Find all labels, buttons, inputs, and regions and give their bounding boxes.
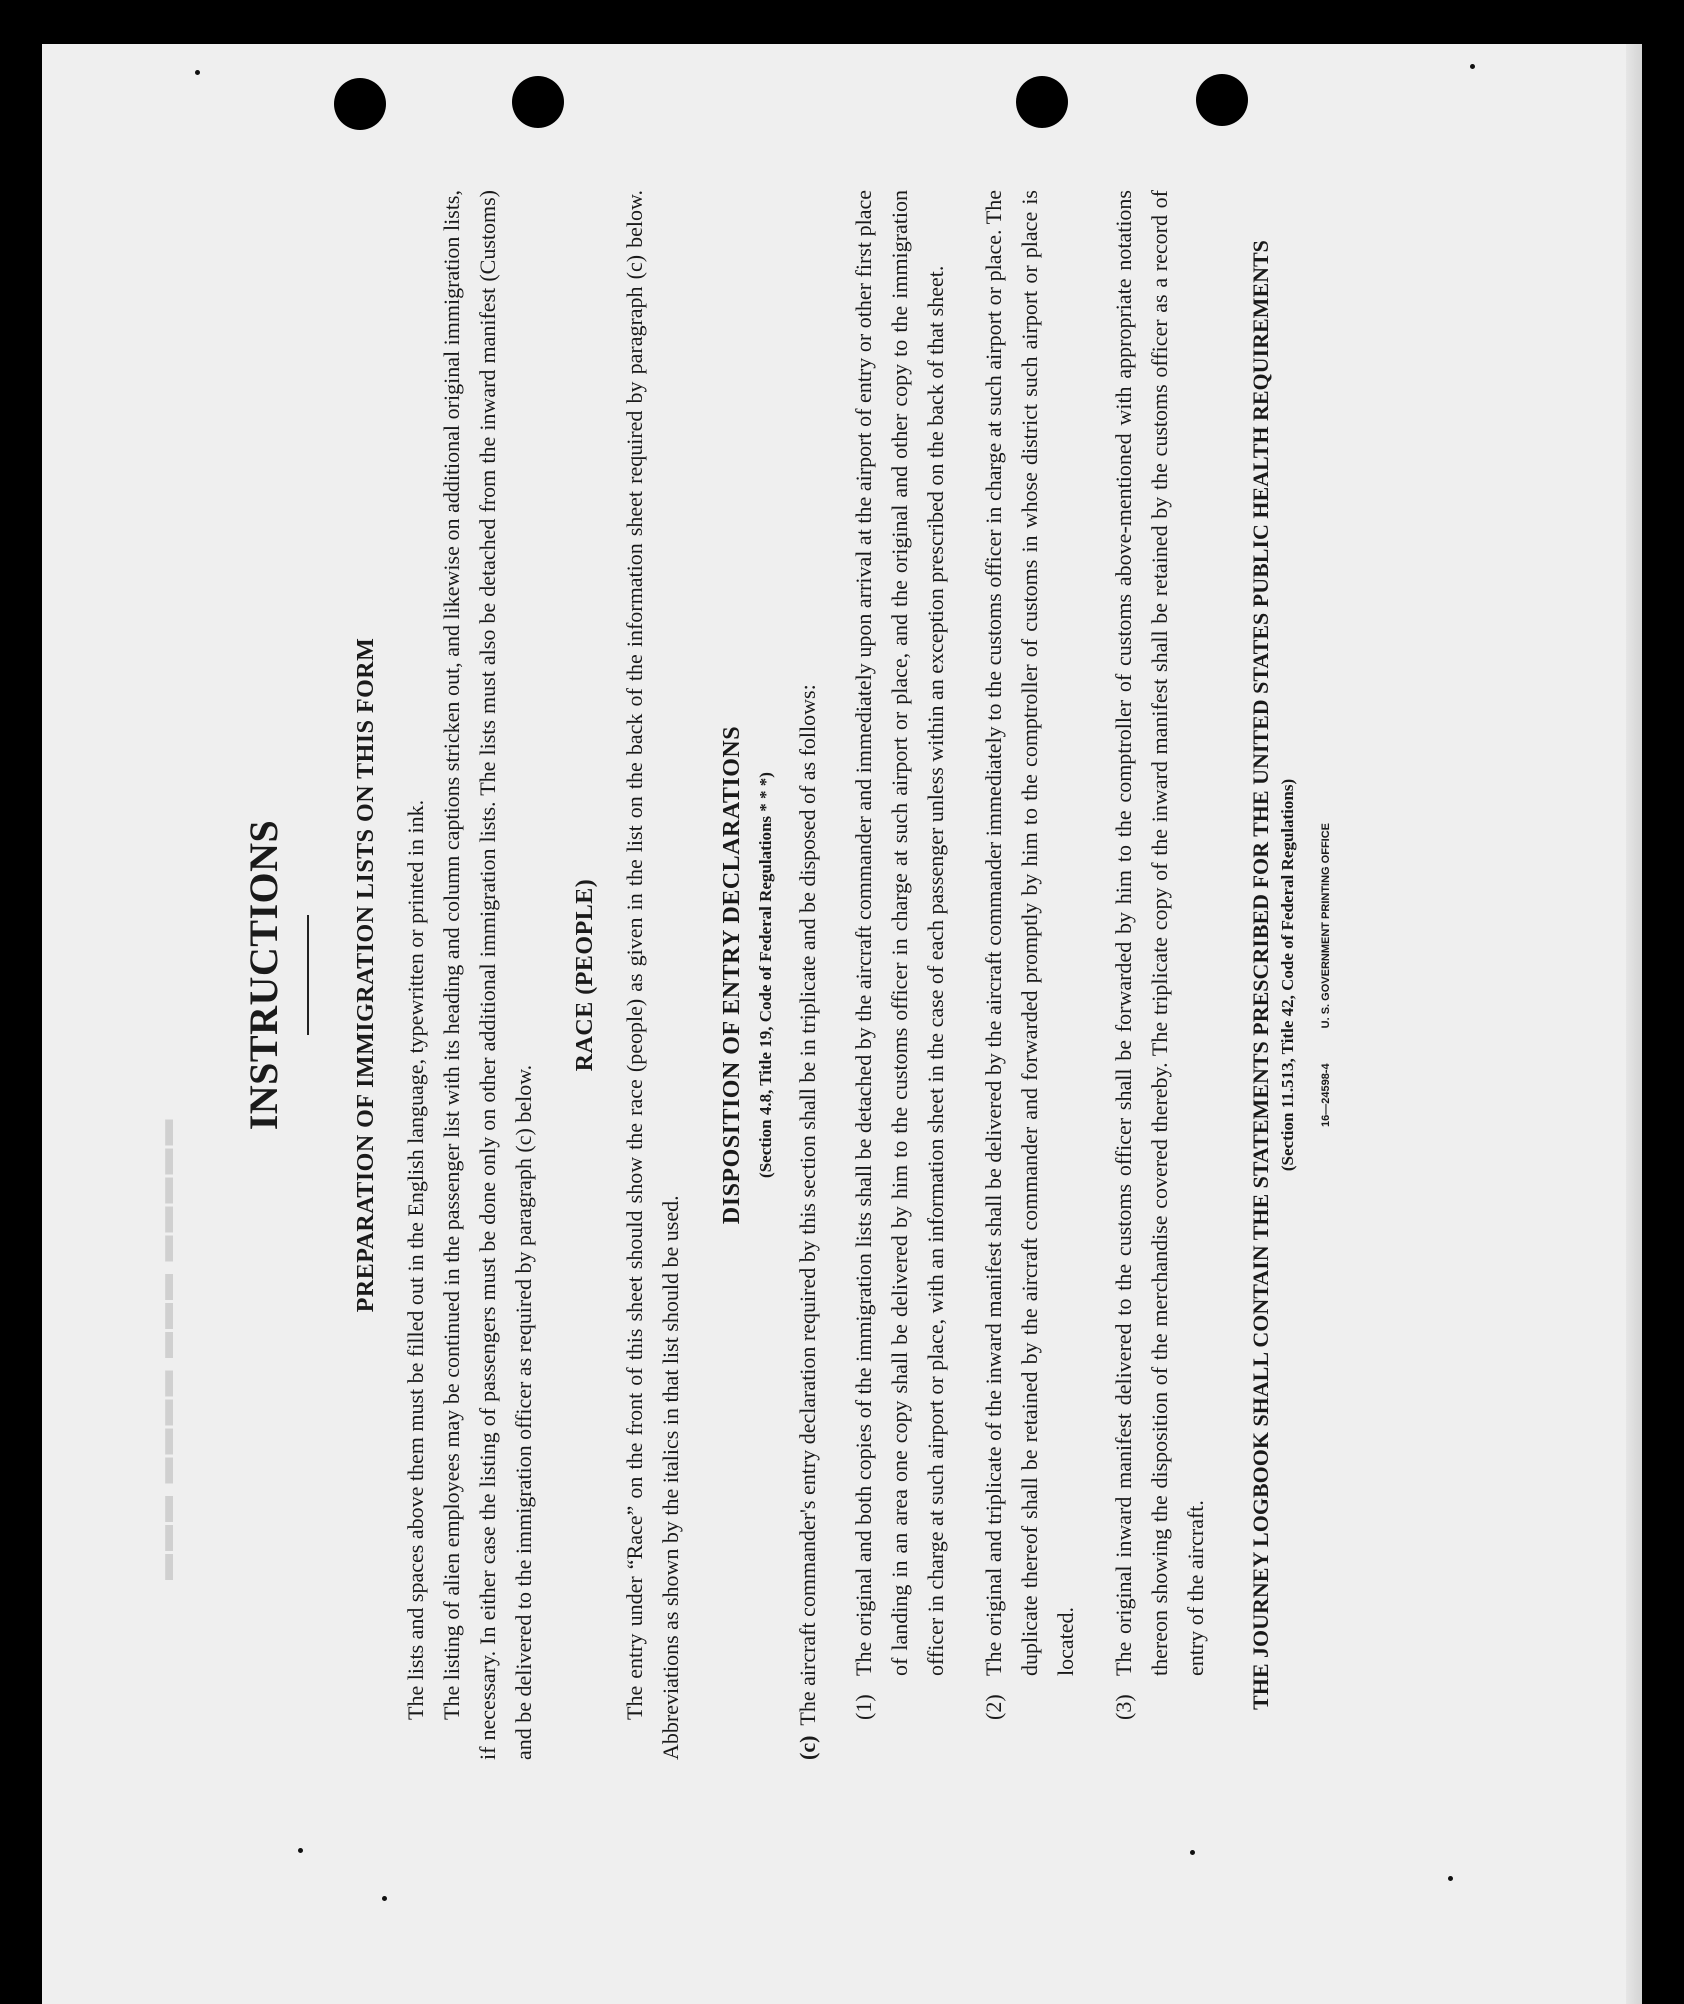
disposition-lead: [790, 190, 826, 1760]
item-number: (3): [1111, 1694, 1136, 1720]
title-rule: [307, 915, 309, 1035]
health-requirements-citation: (Section 11.513, Title 42, Code of Federal Regulations): [1278, 778, 1297, 1172]
scan-speck: [1470, 64, 1475, 69]
scan-speck: [195, 70, 200, 75]
disposition-citation: (Section 4.8, Title 19, Code of Federal Regulations * * *): [756, 772, 775, 1178]
scan-speck: [1190, 1850, 1195, 1855]
race-paragraph: The entry under “Race” on the front of this sheet should show the race (people) as given in the list on the back of the information sheet required by paragraph (c) below. Abbreviations as shown by the italics in that list should be used.: [622, 190, 683, 1760]
disposition-item: [976, 190, 1084, 1720]
health-requirements-statement: THE JOURNEY LOGBOOK SHALL CONTAIN THE STATEMENTS PRESCRIBED FOR THE UNITED STATES PUBLIC HEALTH REQUIREMENTS: [1248, 240, 1273, 1710]
scan-speck: [382, 1896, 387, 1901]
disposition-lead-text: The aircraft commander's entry declaration required by this section shall be in triplicate and be disposed of as follows:: [795, 684, 820, 1726]
preparation-heading: PREPARATION OF IMMIGRATION LISTS ON THIS FORM: [353, 637, 379, 1313]
punch-hole: [512, 76, 564, 128]
scan-speck: [1448, 1876, 1453, 1881]
item-number: (2): [981, 1694, 1006, 1720]
rotated-document-content: [240, 190, 1440, 1760]
preparation-paragraph: The lists and spaces above them must be filled out in the English language, typewritten or printed in ink.: [403, 799, 428, 1720]
disposition-item: [846, 190, 954, 1720]
punch-hole: [1196, 74, 1248, 126]
disposition-item: [1106, 190, 1214, 1720]
paragraph-marker: (c): [795, 1735, 820, 1760]
preparation-section: [353, 190, 542, 1760]
race-heading: RACE (PEOPLE): [572, 878, 598, 1072]
disposition-section: [719, 190, 1214, 1760]
item-text: The original inward manifest delivered to the customs officer shall be forwarded by him to the comptroller of customs above-mentioned with appropriate notations thereon showing the disposition of the merchandise covered thereby. The triplicate copy of the inward manifest shall be retained by the customs officer as a record of entry of the aircraft.: [1111, 190, 1208, 1676]
punch-hole: [334, 78, 386, 130]
page-title: INSTRUCTIONS: [241, 819, 286, 1131]
item-number: (1): [851, 1694, 876, 1720]
race-section: [572, 190, 689, 1760]
item-text: The original and triplicate of the inward manifest shall be delivered by the aircraft commander immediately to the customs officer in charge at such airport or place. The duplicate thereof shall be retained by the aircraft commander and forwarded promptly by him to the comptroller of customs in whose district such airport or place is located.: [981, 190, 1078, 1676]
item-text: The original and both copies of the immigration lists shall be detached by the aircraft commander and immediately upon arrival at the airport of entry or other first place of landing in an area one copy shall be delivered by him to the customs officer in charge at such airport or place, and the original and other copy to the immigration officer in charge at such airport or place, with an information sheet in the case of each passenger unless within an exception prescribed on the back of that sheet.: [851, 190, 948, 1676]
printer-imprint: [1320, 190, 1332, 1760]
preparation-paragraph: The listing of alien employees may be continued in the passenger list with its heading and column captions stricken out, and likewise on additional original immigration lists, if necessary. In either case the listing of passengers must be done only on other additional immigration lists. The lists must also be detached from the inward manifest (Customs) and be delivered to the immigration officer as required by paragraph (c) below.: [439, 190, 536, 1760]
paper-edge: [1626, 44, 1642, 2004]
form-number: 16—24598-4: [1320, 1063, 1332, 1128]
disposition-heading: DISPOSITION OF ENTRY DECLARATIONS: [719, 725, 745, 1225]
scan-speck: [298, 1848, 303, 1853]
printer-name: U. S. GOVERNMENT PRINTING OFFICE: [1320, 823, 1332, 1029]
punch-hole: [1016, 76, 1068, 128]
bleed-through-marks: ▬▬▬ ▬▬▬▬ ▬▬▬ ▬▬▬▬▬: [150, 1116, 179, 1580]
